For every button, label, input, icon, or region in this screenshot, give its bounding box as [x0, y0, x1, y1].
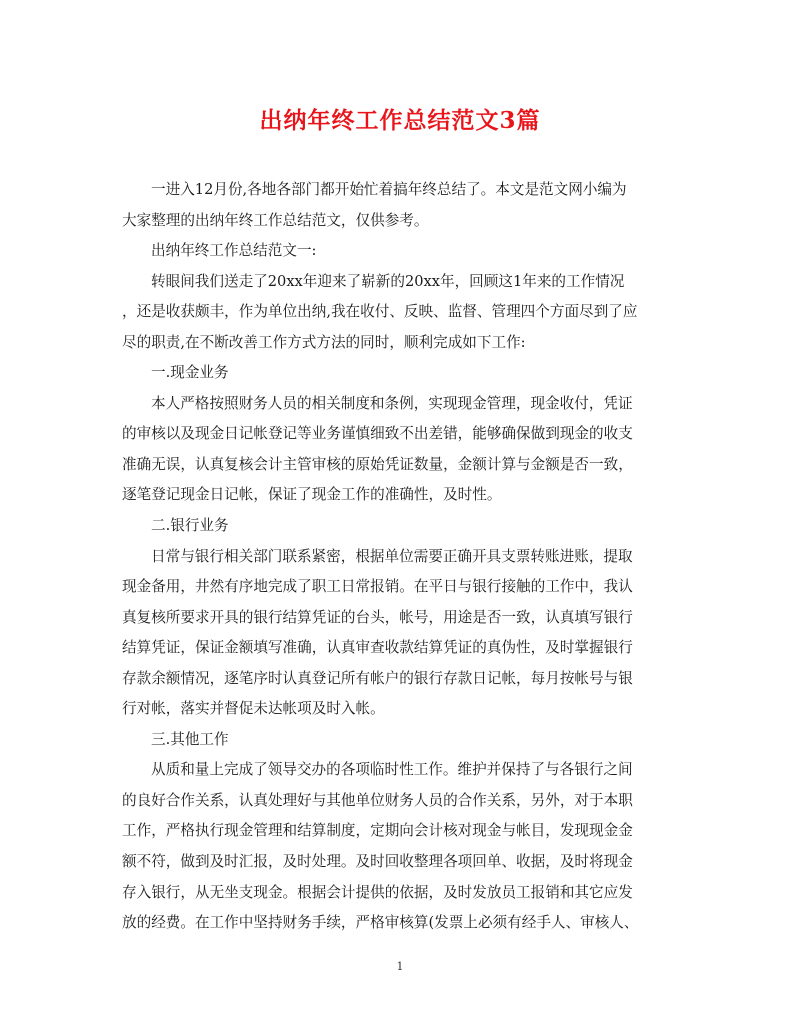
- text-line: 逐笔登记现金日记帐，保证了现金工作的准确性，及时性。: [122, 486, 502, 504]
- text-line: 日常与银行相关部门联系紧密，根据单位需要正确开具支票转账进账，提取: [151, 547, 633, 565]
- text-line: 工作，严格执行现金管理和结算制度，定期向会计核对现金与帐目，发现现金金: [122, 822, 633, 840]
- text-line: 大家整理的出纳年终工作总结范文，仅供参考。: [122, 211, 429, 229]
- text-line: 尽的职责,在不断改善工作方式方法的同时，顺利完成如下工作:: [122, 333, 526, 351]
- text-line: 结算凭证，保证金额填写准确，认真审查收款结算凭证的真伪性，及时掌握银行: [122, 639, 633, 657]
- text-line: 转眼间我们送走了20xx年迎来了崭新的20xx年，回顾这1年来的工作情况: [151, 272, 625, 290]
- document-title: 出纳年终工作总结范文3篇: [259, 107, 541, 134]
- text-line: 真复核所要求开具的银行结算凭证的台头，帐号，用途是否一致，认真填写银行: [122, 608, 633, 626]
- text-line: 本人严格按照财务人员的相关制度和条例，实现现金管理，现金收付，凭证: [151, 394, 633, 412]
- text-line: 存入银行，从无坐支现金。根据会计提供的依据，及时发放员工报销和其它应发: [122, 883, 633, 901]
- text-line: 的良好合作关系，认真处理好与其他单位财务人员的合作关系，另外，对于本职: [122, 791, 633, 809]
- text-line: 准确无误，认真复核会计主管审核的原始凭证数量，金额计算与金额是否一致，: [122, 455, 633, 473]
- text-line: 的审核以及现金日记帐登记等业务谨慎细致不出差错，能够确保做到现金的收支: [122, 425, 633, 443]
- text-line: 行对帐，落实并督促未达帐项及时入帐。: [122, 700, 385, 718]
- text-line: ，还是收获颇丰，作为单位出纳,我在收付、反映、监督、管理四个方面尽到了应: [122, 303, 638, 321]
- document-body: [122, 175, 678, 939]
- text-line: 现金备用，井然有序地完成了职工日常报销。在平日与银行接触的工作中，我认: [122, 578, 633, 596]
- text-line: 存款余额情况，逐笔序时认真登记所有帐户的银行存款日记帐，每月按帐号与银: [122, 669, 633, 687]
- section-heading: 二.银行业务: [151, 517, 229, 535]
- section-heading: 出纳年终工作总结范文一:: [151, 242, 317, 260]
- page-number: 1: [396, 960, 404, 973]
- text-line: 一进入12月份,各地各部门都开始忙着搞年终总结了。本文是范文网小编为: [151, 181, 627, 198]
- section-heading: 一.现金业务: [151, 364, 229, 382]
- text-line: 放的经费。在工作中坚持财务手续，严格审核算(发票上必须有经手人、审核人、: [122, 914, 639, 932]
- text-line: 额不符，做到及时汇报，及时处理。及时回收整理各项回单、收据，及时将现金: [122, 853, 633, 871]
- text-line: 从质和量上完成了领导交办的各项临时性工作。维护并保持了与各银行之间: [151, 761, 633, 779]
- section-heading: 三.其他工作: [151, 730, 229, 748]
